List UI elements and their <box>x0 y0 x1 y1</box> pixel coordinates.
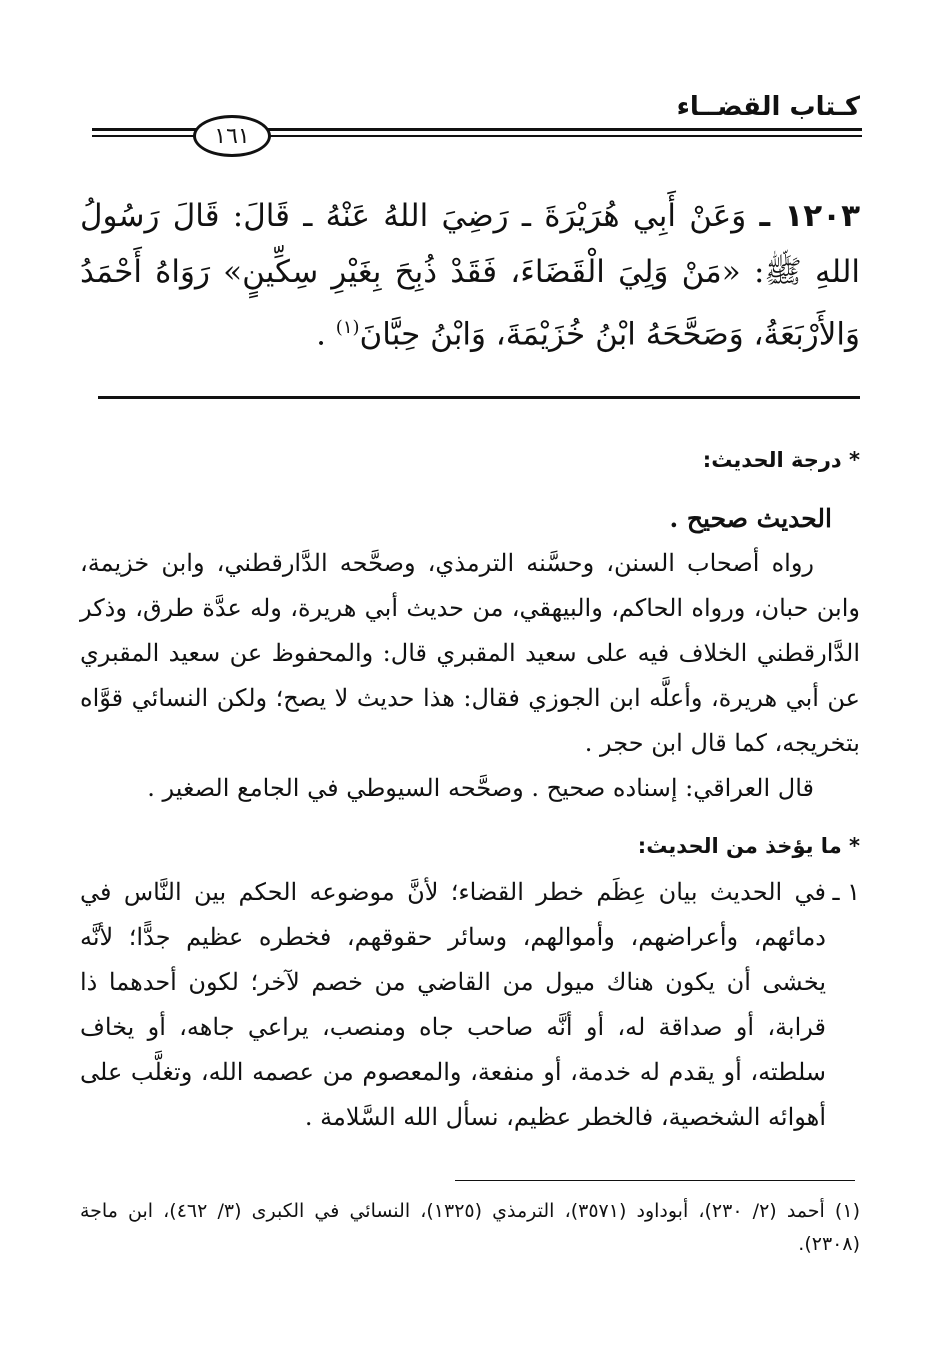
grade-paragraph-2: قال العراقي: إسناده صحيح . وصحَّحه السيوطي في الجامع الصغير . <box>147 774 814 802</box>
footnote-reference[interactable]: (١) <box>335 317 360 338</box>
hadith-end: . <box>316 316 336 353</box>
page-number-text: ١٦١ <box>214 123 250 149</box>
grade-text <box>80 496 860 811</box>
footnote-text: (١) أحمد (٢/ ٢٣٠)، أبوداود (٣٥٧١)، الترمذي (١٣٢٥)، النسائي في الكبرى (٣/ ٤٦٢)، ابن ماجة (٢٣٠٨). <box>80 1200 860 1255</box>
hadith-number: ١٢٠٣ ـ <box>759 198 861 234</box>
page-number <box>193 115 271 157</box>
grade-paragraph-1: رواه أصحاب السنن، وحسَّنه الترمذي، وصحَّحه الدَّارقطني، وابن خزيمة، وابن حبان، ورواه الحاكم، والبيهقي، من حديث أبي هريرة، وله عدَّة طرق، وذكر الدَّارقطني الخلاف فيه على سعيد المقبري قال: والمحفوظ عن سعيد المقبري عن أبي هريرة، وأعلَّه ابن الجوزي فقال: هذا حديث لا يصح؛ ولكن النسائي قوَّاه بتخريجه، كما قال ابن حجر . <box>80 549 860 757</box>
list-item-number: ١ ـ <box>832 878 860 906</box>
list-item-text: في الحديث بيان عِظَم خطر القضاء؛ لأنَّ موضوعه الحكم بين النَّاس في دمائهم، وأعراضهم، وأموالهم، وسائر حقوقهم، فخطره عظيم جدًّا؛ لأنَّه يخشى أن يكون هناك ميول من القاضي من خصم لآخر؛ لكون أحدهما ذا قرابة، أو صداقة له، أو أنَّه صاحب جاه ومنصب، يراعي جاهه، أو يخاف سلطته، أو يقدم له خدمة، أو منفعة، والمعصوم من عصمه الله، وتغلَّب على أهوائه الشخصية، فالخطر عظيم، نسأل الله السَّلامة . <box>80 878 826 1131</box>
hadith-body: وَعَنْ أَبِي هُرَيْرَةَ ـ رَضِيَ اللهُ عَنْهُ ـ قَالَ: قَالَ رَسُولُ اللهِ ﷺ: «مَنْ وَلِيَ الْقَضَاءَ، فَقَدْ ذُبِحَ بِغَيْرِ سِكِّينٍ» رَوَاهُ أَحْمَدُ وَالأَرْبَعَةُ، وَصَحَّحَهُ ابْنُ خُزَيْمَةَ، وَابْنُ حِبَّانَ <box>80 198 860 353</box>
footnote <box>80 1195 860 1261</box>
footnote-divider <box>455 1180 855 1181</box>
grade-verdict: الحديث صحيح . <box>669 504 832 533</box>
grade-heading: * درجة الحديث: <box>702 448 860 472</box>
running-title: كـتاب القضــاء <box>676 92 860 122</box>
lessons-list <box>80 870 860 1140</box>
hadith-text <box>80 188 860 362</box>
section-divider <box>98 396 860 399</box>
lessons-heading: * ما يؤخذ من الحديث: <box>637 834 860 858</box>
